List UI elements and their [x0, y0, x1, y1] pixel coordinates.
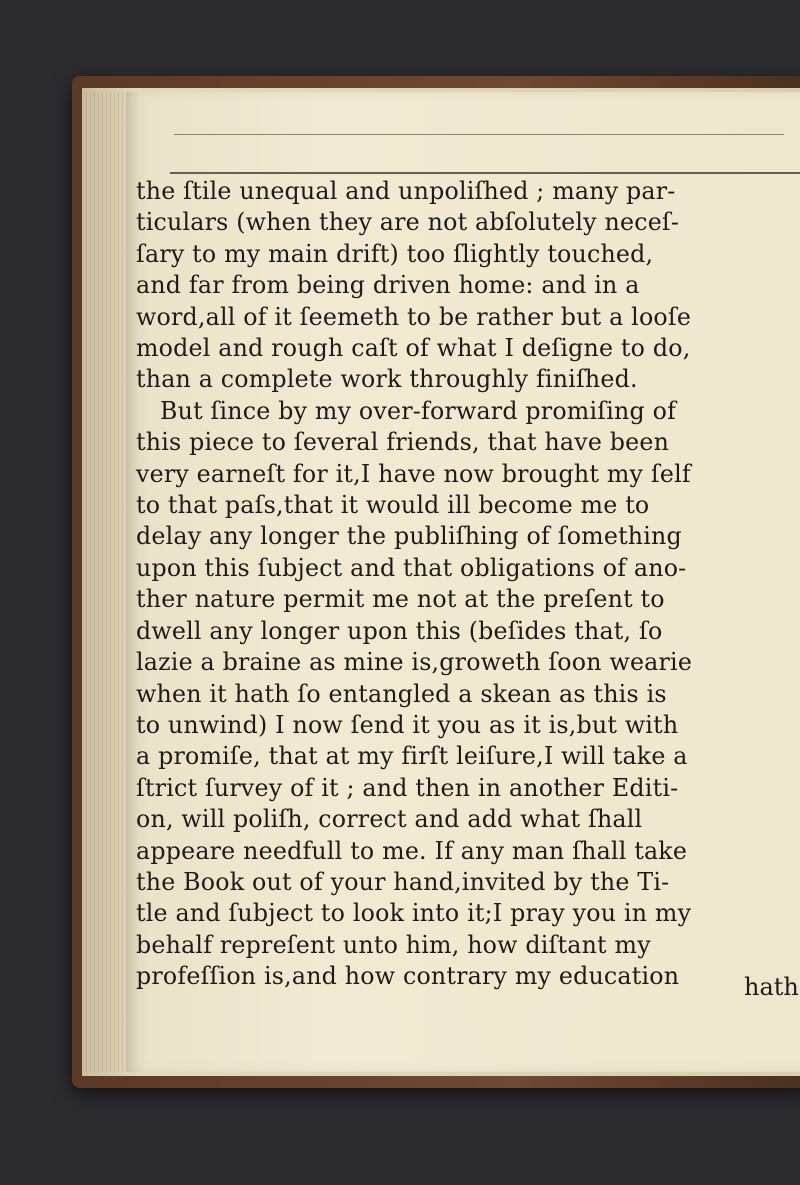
text-line: the Book out of your hand,invited by the Ti- [136, 867, 670, 896]
text-line: the ſtile unequal and unpoliſhed ; many par- [136, 177, 676, 205]
text-line: But ſince by my over-forward promiſing of [160, 396, 677, 425]
header-rule-thin [174, 134, 784, 135]
text-line: lazie a braine as mine is,groweth ſoon wearie [136, 648, 693, 677]
page-text [136, 176, 800, 993]
text-line: dwell any longer upon this (beſides that, ſo [136, 616, 663, 645]
text-line: this piece to ſeveral friends, that have been [136, 428, 670, 457]
text-line: appeare needfull to me. If any man ſhall take [136, 836, 688, 865]
text-line: delay any longer the publiſhing of ſomething [136, 522, 682, 551]
text-line: very earneſt for it,I have now brought my ſelf [136, 459, 691, 488]
text-line: behalf repreſent unto him, how diſtant my [136, 930, 651, 959]
text-line: to unwind) I now ſend it you as it is,but with [136, 710, 679, 739]
gutter [86, 92, 128, 1072]
text-line: ticulars (when they are not abſolutely neceſ- [136, 208, 680, 237]
text-line: profeſſion is,and how contrary my education [136, 962, 680, 991]
text-line: to that paſs,that it would ill become me to [136, 491, 650, 520]
text-line: ſary to my main drift) too ſlightly touched, [136, 239, 654, 268]
text-line: when it hath ſo entangled a skean as this is [136, 679, 667, 708]
text-line: and far from being driven home: and in a [136, 271, 640, 300]
header-rule [170, 172, 800, 174]
text-line: word,all of it ſeemeth to be rather but a looſe [136, 302, 692, 331]
text-line: ſtrict ſurvey of it ; and then in another Editi- [136, 773, 679, 802]
text-line: tle and ſubject to look into it;I pray you in my [136, 899, 692, 928]
text-line: ther nature permit me not at the preſent to [136, 585, 665, 614]
catchword: hath [744, 973, 799, 1001]
text-line: than a complete work throughly finiſhed. [136, 365, 638, 394]
text-line: upon this ſubject and that obligations of ano- [136, 553, 687, 582]
text-line: a promiſe, that at my firſt leiſure,I will take a [136, 742, 688, 771]
text-line: model and rough caſt of what I deſigne to do, [136, 334, 691, 363]
text-line: on, will poliſh, correct and add what ſhall [136, 805, 643, 834]
